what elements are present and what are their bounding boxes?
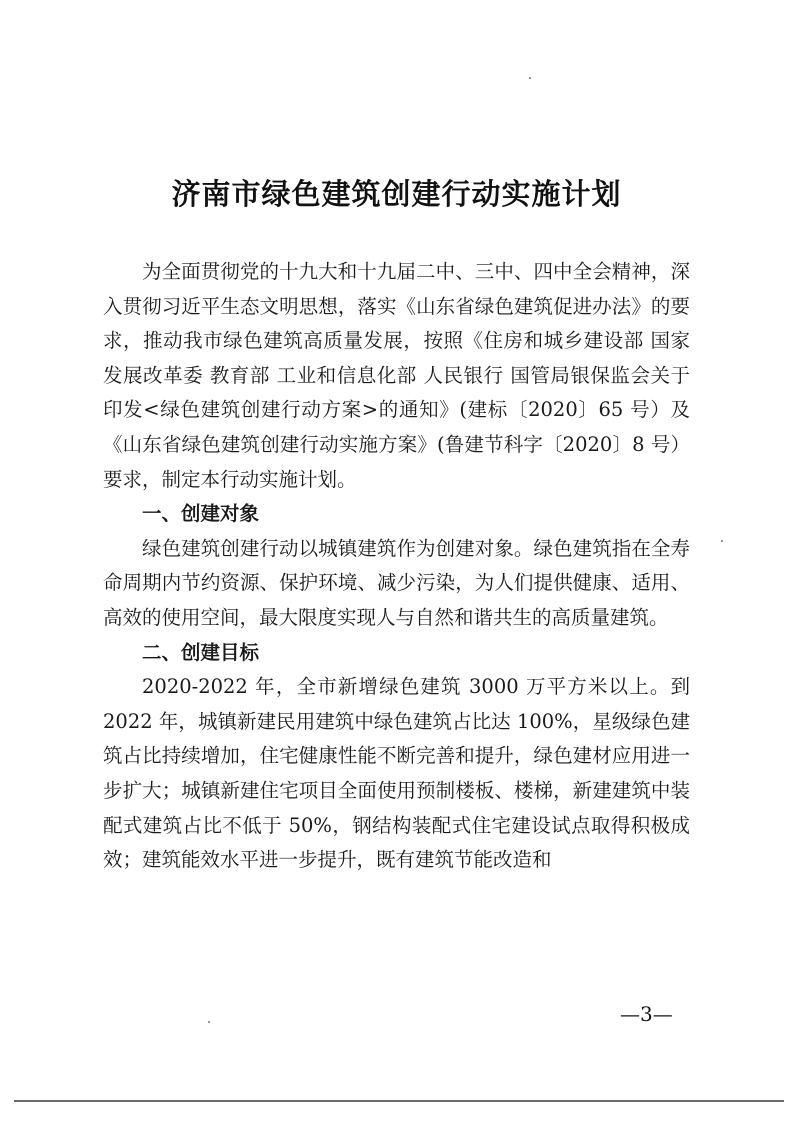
scan-speck (208, 1021, 210, 1023)
section-paragraph-goals: 2020-2022 年，全市新增绿色建筑 3000 万平方米以上。到 2022 年，城镇新建民用建筑中绿色建筑占比达 100%，星级绿色建筑占比持续增加，住宅健康性能不断完善和提升，绿色建材应用进一步扩大；城镇新建住宅项目全面使用预制楼板、楼梯，新建建筑中装配式建筑占比不低于 50%，钢结构装配式住宅建设试点取得积极成效；建筑能效水平进一步提升，既有建筑节能改造和 (103, 675, 690, 872)
scan-speck (529, 77, 531, 79)
section-heading-objects: 一、创建对象 (142, 502, 260, 526)
document-title: 济南市绿色建筑创建行动实施计划 (171, 177, 622, 211)
intro-paragraph: 为全面贯彻党的十九大和十九届二中、三中、四中全会精神，深入贯彻习近平生态文明思想，落实《山东省绿色建筑促进办法》的要求，推动我市绿色建筑高质量发展，按照《住房和城乡建设部 国家发展改革委 教育部 工业和信息化部 人民银行 国管局银保监会关于印发<绿色建筑创建行动方案>的通知》(建标〔2020〕65 号）及《山东省绿色建筑创建行动实施方案》(鲁建节科字〔2020〕8 号）要求，制定本行动实施计划。 (103, 260, 690, 491)
page-number: —3— (620, 1002, 673, 1026)
section-heading-goals: 二、创建目标 (142, 640, 260, 664)
scan-speck (721, 540, 723, 542)
document-body (103, 255, 690, 878)
section-paragraph-objects: 绿色建筑创建行动以城镇建筑作为创建对象。绿色建筑指在全寿命周期内节约资源、保护环境、减少污染，为人们提供健康、适用、高效的使用空间，最大限度实现人与自然和谐共生的高质量建筑。 (103, 536, 690, 629)
scan-edge-line (14, 1100, 784, 1102)
